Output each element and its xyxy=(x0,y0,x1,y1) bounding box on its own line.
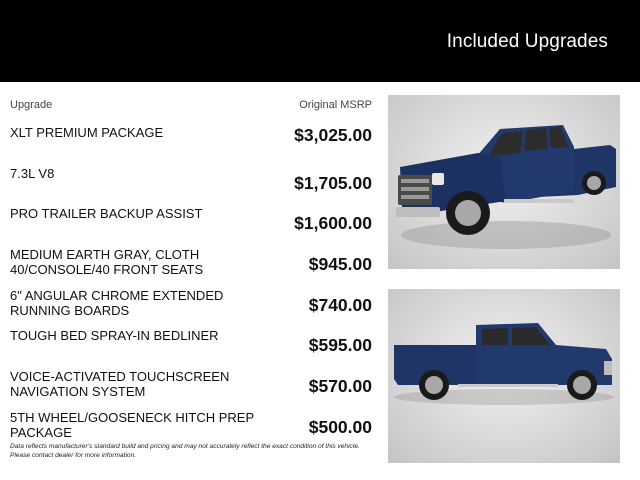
truck-front-illustration xyxy=(388,95,620,269)
list-item xyxy=(10,165,372,206)
upgrade-name: 5TH WHEEL/GOOSENECK HITCH PREP PACKAGE xyxy=(10,409,254,440)
header-bar xyxy=(0,0,640,82)
list-item xyxy=(10,287,372,328)
upgrade-price: $500.00 xyxy=(308,416,372,437)
upgrade-name: TOUGH BED SPRAY-IN BEDLINER xyxy=(10,328,219,344)
upgrade-column-header: Upgrade xyxy=(10,99,53,111)
upgrade-price: $740.00 xyxy=(308,294,372,315)
truck-photo-front xyxy=(388,95,620,269)
upgrade-name: 7.3L V8 xyxy=(10,165,55,181)
truck-photo-side xyxy=(388,289,620,463)
upgrade-price: $595.00 xyxy=(308,335,372,356)
list-item xyxy=(10,368,372,409)
truck-side-illustration xyxy=(388,289,620,463)
upgrade-price: $570.00 xyxy=(308,376,372,397)
disclaimer-text: Data reflects manufacturer's standard build and pricing and may not accurately reflect the exact condition of this vehicle. Please contact dealer for more information. xyxy=(10,443,360,459)
list-item xyxy=(10,246,372,287)
upgrade-price: $3,025.00 xyxy=(294,125,372,145)
upgrade-list xyxy=(10,124,372,450)
upgrade-name: VOICE-ACTIVATED TOUCHSCREEN NAVIGATION SYSTEM xyxy=(10,369,230,400)
upgrade-name: 6" ANGULAR CHROME EXTENDED RUNNING BOARDS xyxy=(10,287,224,318)
upgrade-price: $1,600.00 xyxy=(294,213,372,234)
upgrade-price: $945.00 xyxy=(308,254,372,275)
upgrade-name: PRO TRAILER BACKUP ASSIST xyxy=(10,206,203,222)
upgrade-name: XLT PREMIUM PACKAGE xyxy=(10,125,164,140)
msrp-column-header: Original MSRP xyxy=(299,99,372,111)
list-item xyxy=(10,205,372,246)
page-title: Included Upgrades xyxy=(446,31,608,52)
list-item xyxy=(10,124,372,165)
upgrade-price: $1,705.00 xyxy=(294,172,372,193)
upgrade-name: MEDIUM EARTH GRAY, CLOTH 40/CONSOLE/40 FRONT SEATS xyxy=(10,247,204,278)
list-item xyxy=(10,327,372,368)
